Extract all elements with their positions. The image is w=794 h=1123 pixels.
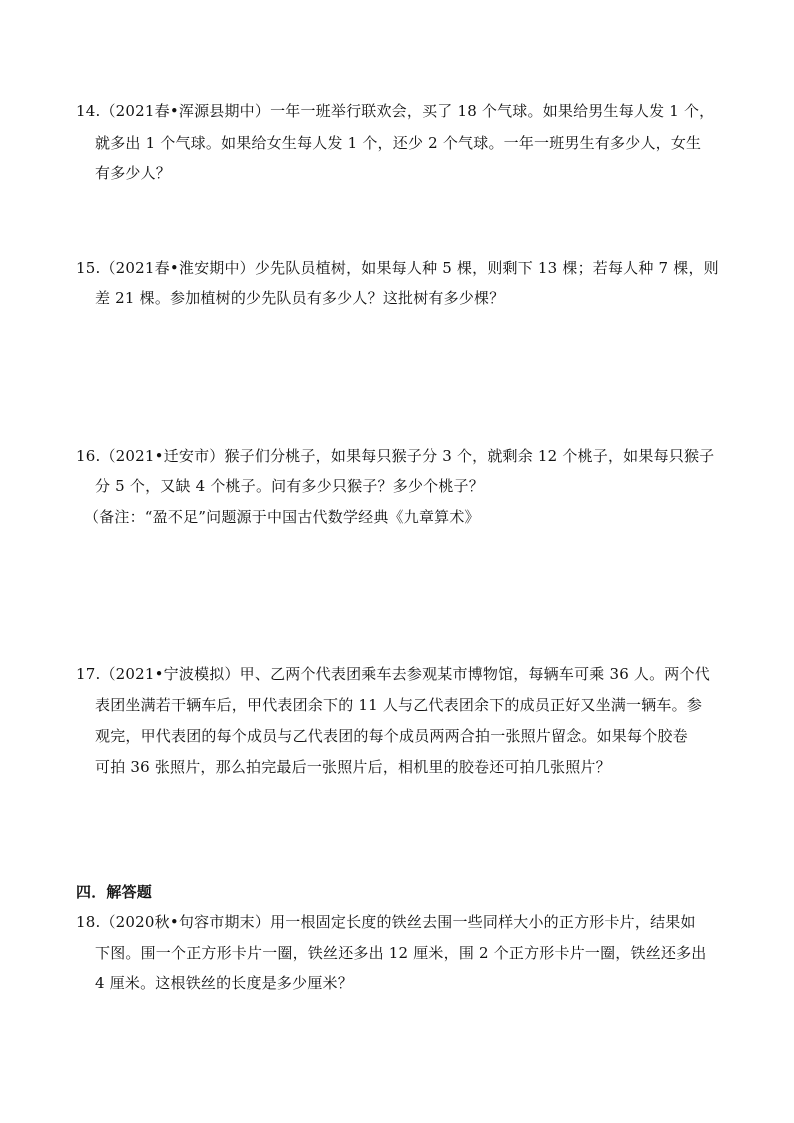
problem-16-line-1: 16.（2021•迁安市）猴子们分桃子，如果每只猴子分 3 个，就剩余 12 个桃子，如果每只猴子 <box>76 447 715 465</box>
problem-14-line-1: 14.（2021春•浑源县期中）一年一班举行联欢会，买了 18 个气球。如果给男生每人发 1 个， <box>76 102 715 120</box>
problem-17-line-1: 17.（2021•宁波模拟）甲、乙两个代表团乘车去参观某市博物馆，每辆车可乘 36 人。两个代 <box>76 665 710 683</box>
problem-14-line-3: 有多少人？ <box>95 164 172 182</box>
problem-17-line-3: 观完，甲代表团的每个成员与乙代表团的每个成员两两合拍一张照片留念。如果每个胶卷 <box>95 727 688 745</box>
problem-17-line-2: 表团坐满若干辆车后，甲代表团余下的 11 人与乙代表团余下的成员正好又坐满一辆车。参 <box>95 696 703 714</box>
problem-18-line-2: 下图。围一个正方形卡片一圈，铁丝还多出 12 厘米，围 2 个正方形卡片一圈，铁丝还多出 <box>95 944 707 962</box>
problem-18-line-3: 4 厘米。这根铁丝的长度是多少厘米？ <box>95 974 353 992</box>
problem-14-line-2: 就多出 1 个气球。如果给女生每人发 1 个，还少 2 个气球。一年一班男生有多少人，女生 <box>95 134 702 152</box>
problem-16-line-2: 分 5 个，又缺 4 个桃子。问有多少只猴子？多少个桃子？ <box>95 477 484 495</box>
problem-16-note: （备注：“盈不足”问题源于中国古代数学经典《九章算术》 <box>84 508 480 526</box>
section-heading: 四．解答题 <box>76 883 153 901</box>
problem-15-line-1: 15.（2021春•淮安期中）少先队员植树，如果每人种 5 棵，则剩下 13 棵；若每人种 7 棵，则 <box>76 259 719 277</box>
problem-15-line-2: 差 21 棵。参加植树的少先队员有多少人？这批树有多少棵？ <box>95 289 505 307</box>
problem-18-line-1: 18.（2020秋•句容市期末）用一根固定长度的铁丝去围一些同样大小的正方形卡片，结果如 <box>76 913 696 931</box>
problem-17-line-4: 可拍 36 张照片，那么拍完最后一张照片后，相机里的胶卷还可拍几张照片？ <box>95 758 611 776</box>
